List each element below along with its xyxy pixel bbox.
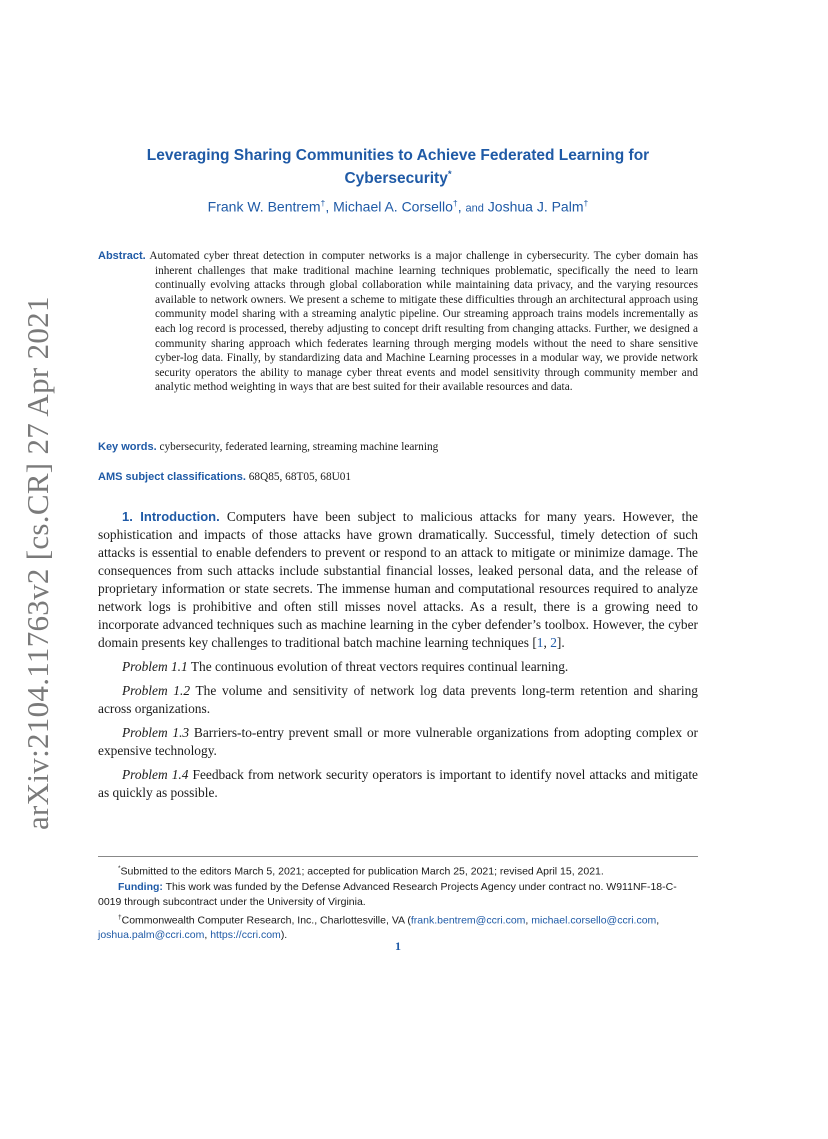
keywords-text: cybersecurity, federated learning, streaming machine learning bbox=[159, 441, 439, 453]
email-link-bentrem[interactable]: frank.bentrem@ccri.com bbox=[410, 914, 526, 926]
funding-label: Funding: bbox=[118, 880, 163, 893]
abstract-label: Abstract. bbox=[98, 250, 146, 262]
author-bentrem: Frank W. Bentrem bbox=[207, 198, 321, 215]
problem-text: Barriers-to-entry prevent small or more vulnerable organizations from adopting complex or expensive technology. bbox=[98, 725, 698, 758]
footnote-mark: † bbox=[118, 913, 122, 921]
keywords-label: Key words. bbox=[98, 441, 157, 453]
problem-label: Problem 1.1 bbox=[122, 659, 188, 674]
problem-1-3 bbox=[98, 724, 698, 760]
author-mark: † bbox=[320, 198, 326, 208]
footnotes bbox=[98, 861, 698, 943]
intro-text: Computers have been subject to malicious attacks for many years. However, the sophistication and impacts of those attacks have grown dramatically. Successful, timely detection of such attacks is essential to enable defenders to prevent or respond to an attack to mitigate or minimize damage. The consequences from such attacks include substantial financial losses, leaked personal data, and the release of proprietary information or state secrets. The immense human and computational resources required to analyze network logs is prohibitive and often still misses novel attacks. As a result, there is a growing need to incorporate advanced techniques such as machine learning in the cyber defender’s toolbox. However, the cyber domain presents key challenges to traditional batch machine learning techniques bbox=[98, 509, 698, 650]
footnote-rule bbox=[98, 856, 698, 857]
problem-label: Problem 1.3 bbox=[122, 725, 190, 740]
problem-label: Problem 1.4 bbox=[122, 767, 189, 782]
footnote-mark: * bbox=[118, 865, 121, 872]
email-link-palm[interactable]: joshua.palm@ccri.com bbox=[98, 929, 205, 941]
ams-classifications bbox=[98, 471, 698, 483]
intro-paragraph bbox=[98, 508, 698, 652]
title-line-1: Leveraging Sharing Communities to Achieve Federated Learning for bbox=[146, 147, 650, 164]
footnote-submitted: *Submitted to the editors March 5, 2021; accepted for publication March 25, 2021; revised April 15, 2021. bbox=[118, 865, 604, 878]
author-and: and bbox=[465, 202, 484, 215]
abstract bbox=[98, 249, 698, 395]
abstract-text: Automated cyber threat detection in computer networks is a major challenge in cybersecurity. The cyber domain has inherent challenges that make traditional machine learning techniques problematic, specifically the need to learn continually evolving attacks through global collaboration while maintaining data privacy, and the varying resources available to network owners. We present a scheme to mitigate these difficulties through an architectural approach using community model sharing with a streaming analytic pipeline. Our streaming approach trains models incrementally as each log record is processed, thereby adjusting to concept drift resulting from changing attacks. Further, we designed a community sharing approach which federates learning through merging models without the need to share sensitive cyber-log data. Finally, by standardizing data and Machine Learning processes in a modular way, we provide network security operators the ability to manage cyber threat events and model sensitivity through community member and analytic method weighting in ways that are best suited for their available resources and data. bbox=[149, 250, 699, 394]
problem-text: The continuous evolution of threat vectors requires continual learning. bbox=[190, 659, 569, 674]
ams-label: AMS subject classifications. bbox=[98, 471, 246, 483]
website-link[interactable]: https://ccri.com bbox=[210, 929, 281, 941]
ams-text: 68Q85, 68T05, 68U01 bbox=[248, 471, 352, 483]
author-mark: † bbox=[452, 198, 458, 208]
footnote-affiliation: †Commonwealth Computer Research, Inc., Charlottesville, VA (frank.bentrem@ccri.com, michael.corsello@ccri.com, joshua.palm@ccri.com, https://ccri.com). bbox=[98, 913, 660, 941]
citation: [1, 2]. bbox=[532, 635, 565, 650]
problem-text: Feedback from network security operators is important to identify novel attacks and mitigate as quickly as possible. bbox=[98, 767, 698, 800]
author-palm: Joshua J. Palm bbox=[487, 198, 584, 215]
citation-link-1[interactable]: 1 bbox=[536, 635, 544, 650]
section-heading-introduction: 1. Introduction. bbox=[122, 509, 220, 524]
paper-title bbox=[98, 146, 698, 188]
author-list: Frank W. Bentrem†, Michael A. Corsello†, and Joshua J. Palm† bbox=[207, 198, 589, 215]
author-mark: † bbox=[583, 198, 589, 208]
problem-1-2 bbox=[98, 682, 698, 718]
keywords bbox=[98, 441, 698, 453]
page-number: 1 bbox=[395, 939, 401, 953]
email-link-corsello[interactable]: michael.corsello@ccri.com bbox=[531, 914, 657, 926]
arxiv-identifier-stamp: arXiv:2104.11763v2 [cs.CR] 27 Apr 2021 bbox=[20, 296, 55, 830]
footnote-funding: Funding: This work was funded by the Defense Advanced Research Projects Agency under contract no. W911NF-18-C-0019 through subcontract under the University of Virginia. bbox=[98, 880, 677, 908]
author-corsello: Michael A. Corsello bbox=[333, 198, 453, 215]
citation-link-2[interactable]: 2 bbox=[550, 635, 557, 650]
problem-label: Problem 1.2 bbox=[122, 683, 191, 698]
title-footnote-mark: * bbox=[447, 169, 452, 180]
problem-1-4 bbox=[98, 766, 698, 802]
title-line-2: Cybersecurity bbox=[344, 170, 448, 188]
problem-1-1 bbox=[98, 658, 698, 676]
problem-text: The volume and sensitivity of network log data prevents long-term retention and sharing across organizations. bbox=[98, 683, 698, 716]
body-text bbox=[98, 508, 698, 802]
